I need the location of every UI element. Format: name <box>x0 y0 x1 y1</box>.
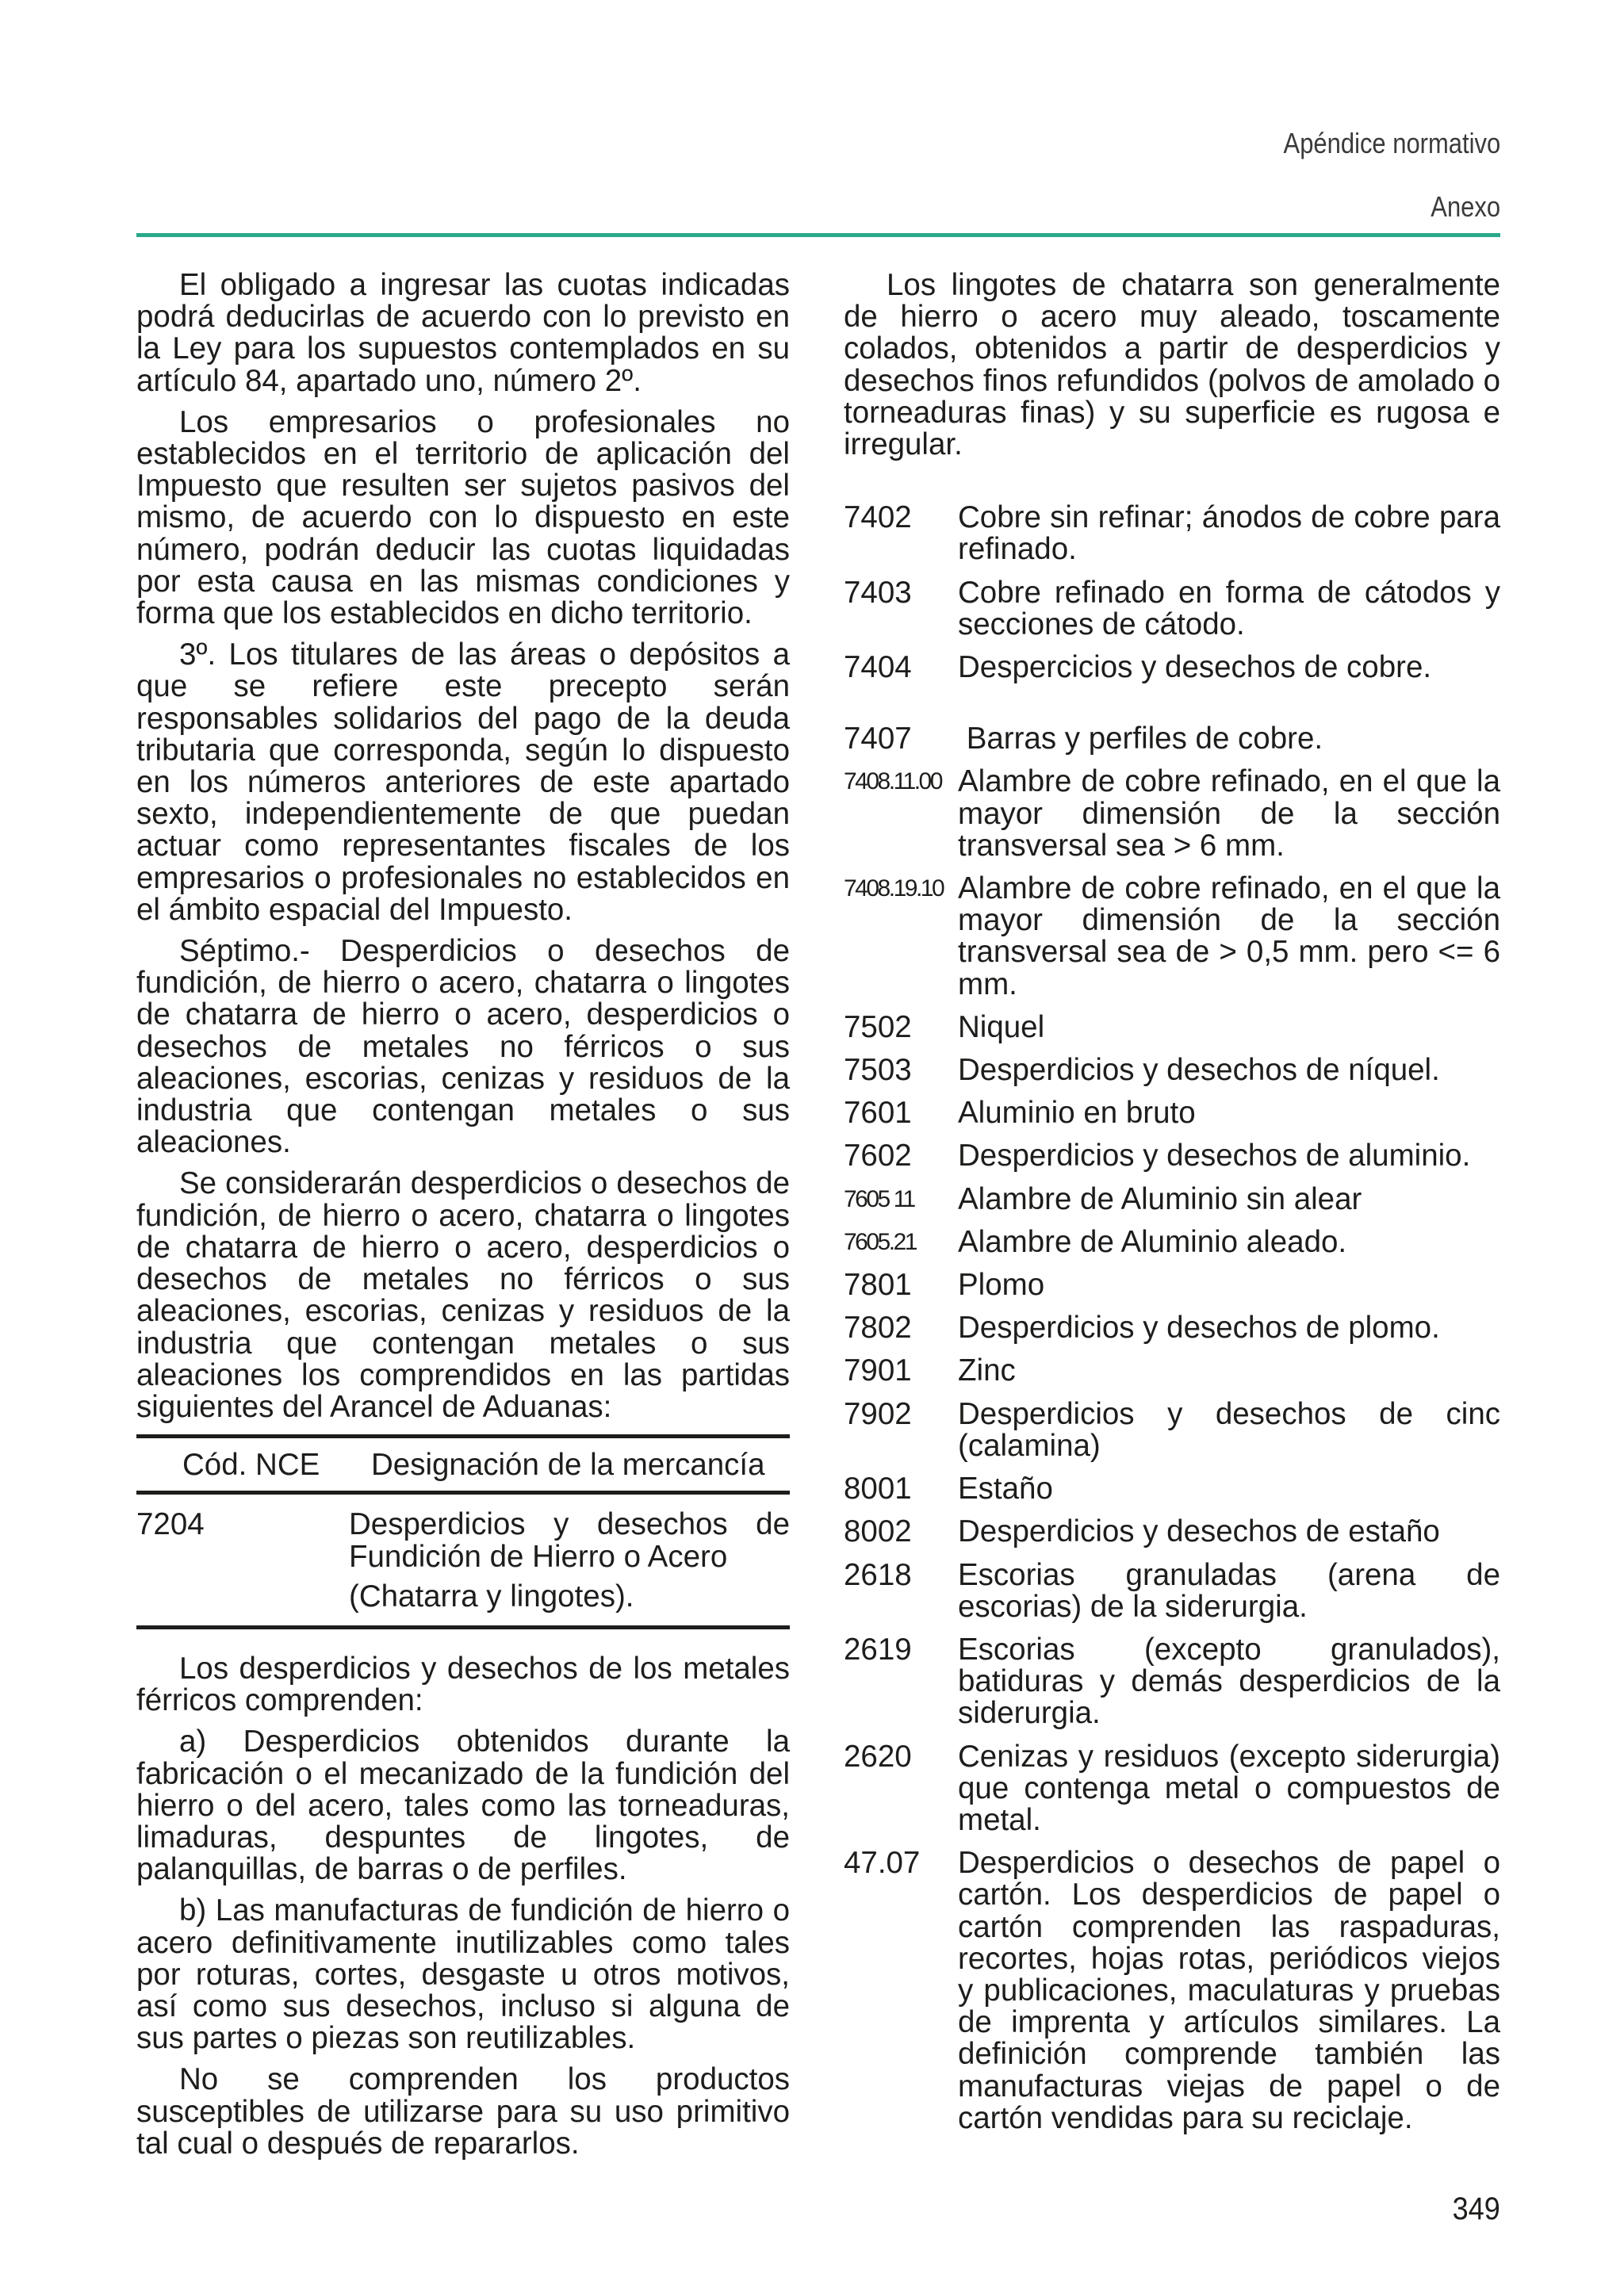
tariff-description: Desperdicios o desechos de papel o cartón. Los desperdicios de papel o cartón comprenden las raspaduras, recortes, hojas rotas, periódicos viejos y publicaciones, maculaturas y pruebas de imprenta y artículos similares. La definición comprende también las manufacturas viejas de papel o de cartón vendidas para su reciclaje. <box>958 1846 1500 2135</box>
tariff-code: 7502 <box>844 1009 912 1044</box>
list-item <box>844 1097 1500 1129</box>
left-column <box>136 270 790 2169</box>
table-cell-designation-text: Desperdicios y desechos de Fundición de Hierro o Acero <box>349 1507 790 1574</box>
list-item <box>844 1557 1500 1624</box>
tariff-description: Zinc <box>958 1353 1016 1388</box>
tariff-code: 8002 <box>844 1514 912 1549</box>
table-cell-code: 7204 <box>136 1507 205 1542</box>
paragraph: Los desperdicios y desechos de los metales férricos comprenden: <box>136 1651 790 1718</box>
list-item <box>844 873 1500 1001</box>
list-item <box>844 766 1500 862</box>
tariff-code: 7408.11.00 <box>844 768 941 795</box>
table-cell-designation-sub: (Chatarra y lingotes). <box>349 1579 634 1614</box>
tariff-description: Cobre sin refinar; ánodos de cobre para refinado. <box>958 500 1500 567</box>
tariff-description: Niquel <box>958 1009 1045 1044</box>
header-rule <box>136 233 1500 237</box>
list-item <box>844 1473 1500 1505</box>
tariff-description: Escorias granuladas (arena de escorias) de la siderurgia. <box>958 1557 1500 1624</box>
tariff-description: Cenizas y residuos (excepto siderurgia) que contenga metal o compuestos de metal. <box>958 1739 1500 1837</box>
tariff-code: 47.07 <box>844 1846 921 1881</box>
list-item <box>844 1269 1500 1301</box>
list-item <box>844 1355 1500 1387</box>
paragraph: Los empresarios o profesionales no establecidos en el territorio de aplicación del Impuesto que resulten ser sujetos pasivos del mismo, de acuerdo con lo dispuesto en este número, podrán deducir las cuotas liquidadas por esta causa en las mismas condiciones y forma que los establecidos en dicho territorio. <box>136 404 790 631</box>
list-item <box>844 1009 1500 1044</box>
tariff-description: Desperdicios y desechos de aluminio. <box>958 1139 1471 1173</box>
tariff-code: 7404 <box>844 650 912 685</box>
list-item <box>844 1847 1500 2134</box>
tariff-code: 7801 <box>844 1268 912 1303</box>
tariff-code: 7802 <box>844 1311 912 1346</box>
table-row <box>136 1495 790 1625</box>
list-item <box>844 577 1500 641</box>
tariff-code: 7901 <box>844 1353 912 1388</box>
tariff-description: Alambre de cobre refinado, en el que la mayor dimensión de la sección transversal sea > 6 mm. <box>958 764 1500 863</box>
tariff-code: 2619 <box>844 1632 912 1667</box>
tariff-description: Estaño <box>958 1472 1053 1506</box>
list-item <box>844 652 1500 683</box>
tariff-code: 7605.21 <box>844 1228 916 1255</box>
paragraph: 3º. Los titulares de las áreas o depósitos a que se refiere este precepto serán responsables solidarios del pago de la deuda tributaria que corresponda, según lo dispuesto en los números anteriores de este apartado sexto, independientemente de que puedan actuar como representantes fiscales de los empresarios o profesionales no establecidos en el ámbito espacial del Impuesto. <box>136 637 790 927</box>
tariff-code: 2620 <box>844 1739 912 1774</box>
table-header-designation: Designación de la mercancía <box>371 1448 765 1483</box>
tariff-description: Desperdicios y desechos de plomo. <box>958 1311 1440 1346</box>
nce-table <box>136 1434 790 1629</box>
paragraph: Séptimo.- Desperdicios o desechos de fundición, de hierro o acero, chatarra o lingotes de chatarra de hierro o acero, desperdicios o desechos de metales no férricos o sus aleaciones, escorias, cenizas y residuos de la industria que contengan metales o sus aleaciones. <box>136 934 790 1160</box>
tariff-description: Alambre de Aluminio sin alear <box>958 1181 1362 1216</box>
tariff-description: Aluminio en bruto <box>958 1096 1196 1131</box>
tariff-code: 8001 <box>844 1472 912 1506</box>
running-header-section: Apéndice normativo <box>1283 127 1500 159</box>
paragraph: Se considerarán desperdicios o desechos de fundición, de hierro o acero, chatarra o lingotes de chatarra de hierro o acero, desperdicios o desechos de metales no férricos o sus aleaciones, escorias, cenizas y residuos de la industria que contengan metales o sus aleaciones los comprendidos en las partidas siguientes del Arancel de Aduanas: <box>136 1166 790 1424</box>
tariff-description: Barras y perfiles de cobre. <box>958 722 1323 756</box>
tariff-description: Desperdicios y desechos de estaño <box>958 1514 1440 1549</box>
list-item <box>844 1312 1500 1344</box>
tariff-description: Plomo <box>958 1268 1045 1303</box>
list-item <box>844 502 1500 565</box>
tariff-code: 7601 <box>844 1096 912 1131</box>
tariff-code: 7602 <box>844 1139 912 1173</box>
right-column <box>844 270 1500 2146</box>
running-header-subsection: Anexo <box>1431 190 1500 223</box>
tariff-code: 7605 11 <box>844 1185 914 1212</box>
tariff-description: Despercicios y desechos de cobre. <box>958 650 1432 685</box>
tariff-description: Desperdicios y desechos de cinc (calamina) <box>958 1396 1500 1463</box>
tariff-description: Desperdicios y desechos de níquel. <box>958 1053 1440 1088</box>
table-cell-designation <box>349 1509 790 1613</box>
list-item <box>844 723 1500 755</box>
tariff-code: 7408.19.10 <box>844 875 944 902</box>
paragraph: a) Desperdicios obtenidos durante la fabricación o el mecanizado de la fundición del hierro o del acero, tales como las torneaduras, limaduras, despuntes de lingotes, de palanquillas, de barras o de perfiles. <box>136 1725 790 1887</box>
tariff-code: 7503 <box>844 1053 912 1088</box>
list-item <box>844 1634 1500 1730</box>
tariff-code: 7403 <box>844 575 912 610</box>
list-item <box>844 1516 1500 1548</box>
table-header-code: Cód. NCE <box>182 1448 320 1483</box>
paragraph: b) Las manufacturas de fundición de hierro o acero definitivamente inutilizables como tales por roturas, cortes, desgaste u otros motivos, así como sus desechos, incluso si alguna de sus partes o piezas son reutilizables. <box>136 1893 790 2056</box>
list-item <box>844 1224 1500 1259</box>
tariff-code: 7402 <box>844 500 912 535</box>
tariff-description: Escorias (excepto granulados), batiduras y demás desperdicios de la siderurgia. <box>958 1632 1500 1731</box>
list-item <box>844 1396 1500 1463</box>
tariff-description: Alambre de cobre refinado, en el que la mayor dimensión de la sección transversal sea de > 0,5 mm. pero <= 6 mm. <box>958 871 1500 1001</box>
page-number: 349 <box>1452 2192 1500 2226</box>
paragraph: Los lingotes de chatarra son generalmente de hierro o acero muy aleado, toscamente colados, obtenidos a partir de desperdicios y desechos finos refundidos (polvos de amolado o torneaduras finas) y su superficie es rugosa e irregular. <box>844 268 1500 462</box>
tariff-code: 7902 <box>844 1396 912 1431</box>
tariff-code: 2618 <box>844 1557 912 1592</box>
table-rule-bottom <box>136 1625 790 1629</box>
list-item <box>844 1140 1500 1172</box>
list-item <box>844 1055 1500 1086</box>
paragraph: No se comprenden los productos susceptibles de utilizarse para su uso primitivo tal cual o después de repararlos. <box>136 2062 790 2161</box>
list-item <box>844 1741 1500 1837</box>
tariff-description: Alambre de Aluminio aleado. <box>958 1224 1347 1259</box>
tariff-code: 7407 <box>844 722 912 756</box>
table-header <box>136 1438 790 1491</box>
tariff-description: Cobre refinado en forma de cátodos y secciones de cátodo. <box>958 575 1500 641</box>
tariff-code-list <box>844 502 1500 2134</box>
list-item <box>844 1181 1500 1216</box>
paragraph: El obligado a ingresar las cuotas indicadas podrá deducirlas de acuerdo con lo previsto en la Ley para los supuestos contemplados en su artículo 84, apartado uno, número 2º. <box>136 268 790 398</box>
